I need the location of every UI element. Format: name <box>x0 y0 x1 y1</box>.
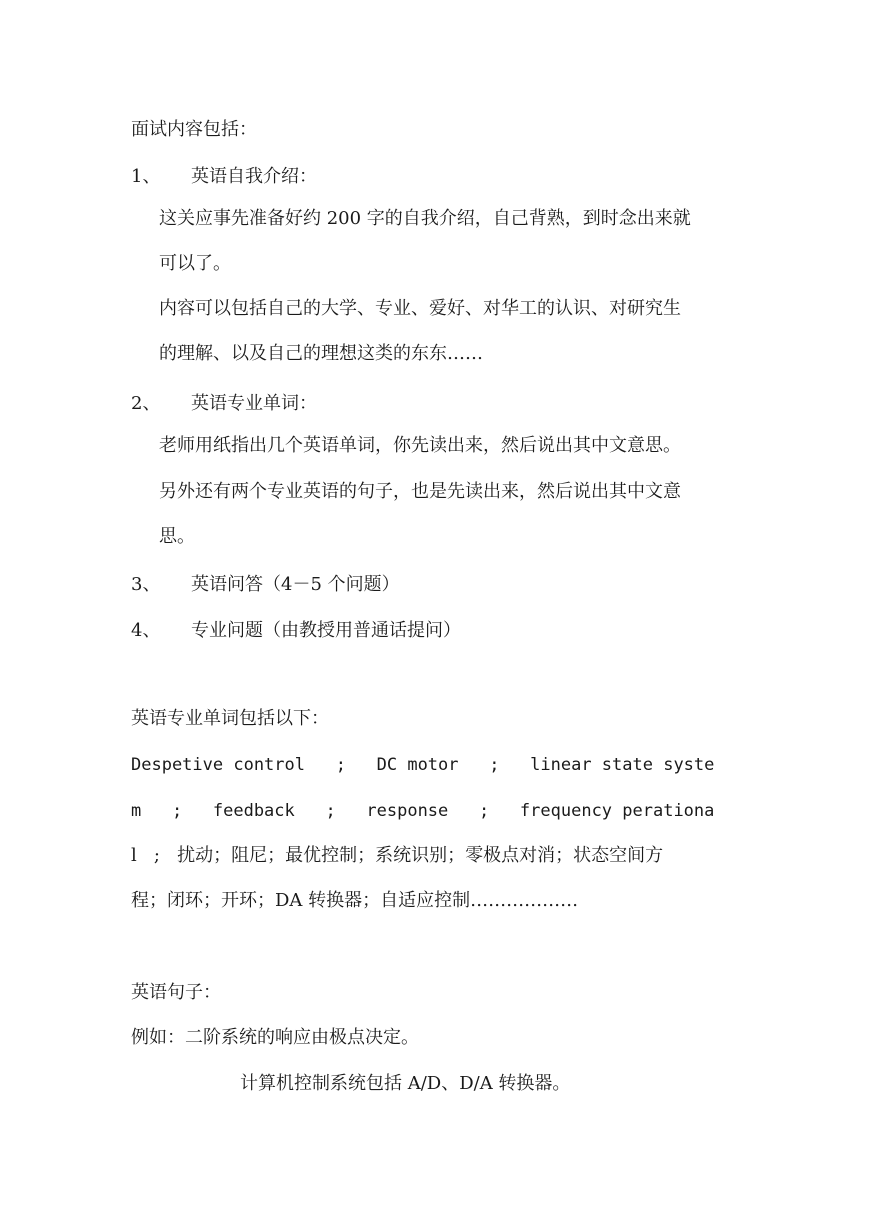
paragraph-line: 这关应事先准备好约 200 字的自我介绍，自己背熟，到时念出来就 <box>159 208 691 229</box>
vocab-heading: 英语专业单词包括以下： <box>131 708 329 729</box>
paragraph-line: 思。 <box>159 526 195 547</box>
paragraph-line: 老师用纸指出几个英语单词，你先读出来，然后说出其中文意思。 <box>159 435 681 456</box>
paragraph-line: 可以了。 <box>159 253 231 274</box>
item-title: 专业问题（由教授用普通话提问） <box>191 620 461 641</box>
item-number: 2、 <box>131 393 161 414</box>
vocab-line: l ; 扰动；阻尼；最优控制；系统识别；零极点对消；状态空间方 <box>131 845 664 866</box>
item-title: 英语专业单词： <box>191 393 317 414</box>
item-number: 1、 <box>131 166 161 187</box>
sentence-second: 计算机控制系统包括 A/D、D/A 转换器。 <box>240 1073 571 1094</box>
paragraph-line: 内容可以包括自己的大学、专业、爱好、对华工的认识、对研究生 <box>159 298 681 319</box>
item-number: 3、 <box>131 574 161 595</box>
paragraph-line: 另外还有两个专业英语的句子，也是先读出来，然后说出其中文意 <box>159 481 681 502</box>
paragraph-line: 的理解、以及自己的理想这类的东东…… <box>159 343 483 364</box>
sentence-example: 例如：二阶系统的响应由极点决定。 <box>131 1027 419 1048</box>
sentence-heading: 英语句子： <box>131 982 221 1003</box>
vocab-line: Despetive control ; DC motor ; linear state syste <box>131 755 715 775</box>
vocab-line: 程；闭环；开环；DA 转换器；自适应控制……………… <box>131 890 579 911</box>
intro-heading: 面试内容包括： <box>131 119 257 140</box>
item-title: 英语自我介绍： <box>191 166 317 187</box>
item-title: 英语问答（4－5 个问题） <box>191 574 400 595</box>
vocab-line: m ; feedback ; response ; frequency perationa <box>131 801 715 821</box>
item-number: 4、 <box>131 620 161 641</box>
